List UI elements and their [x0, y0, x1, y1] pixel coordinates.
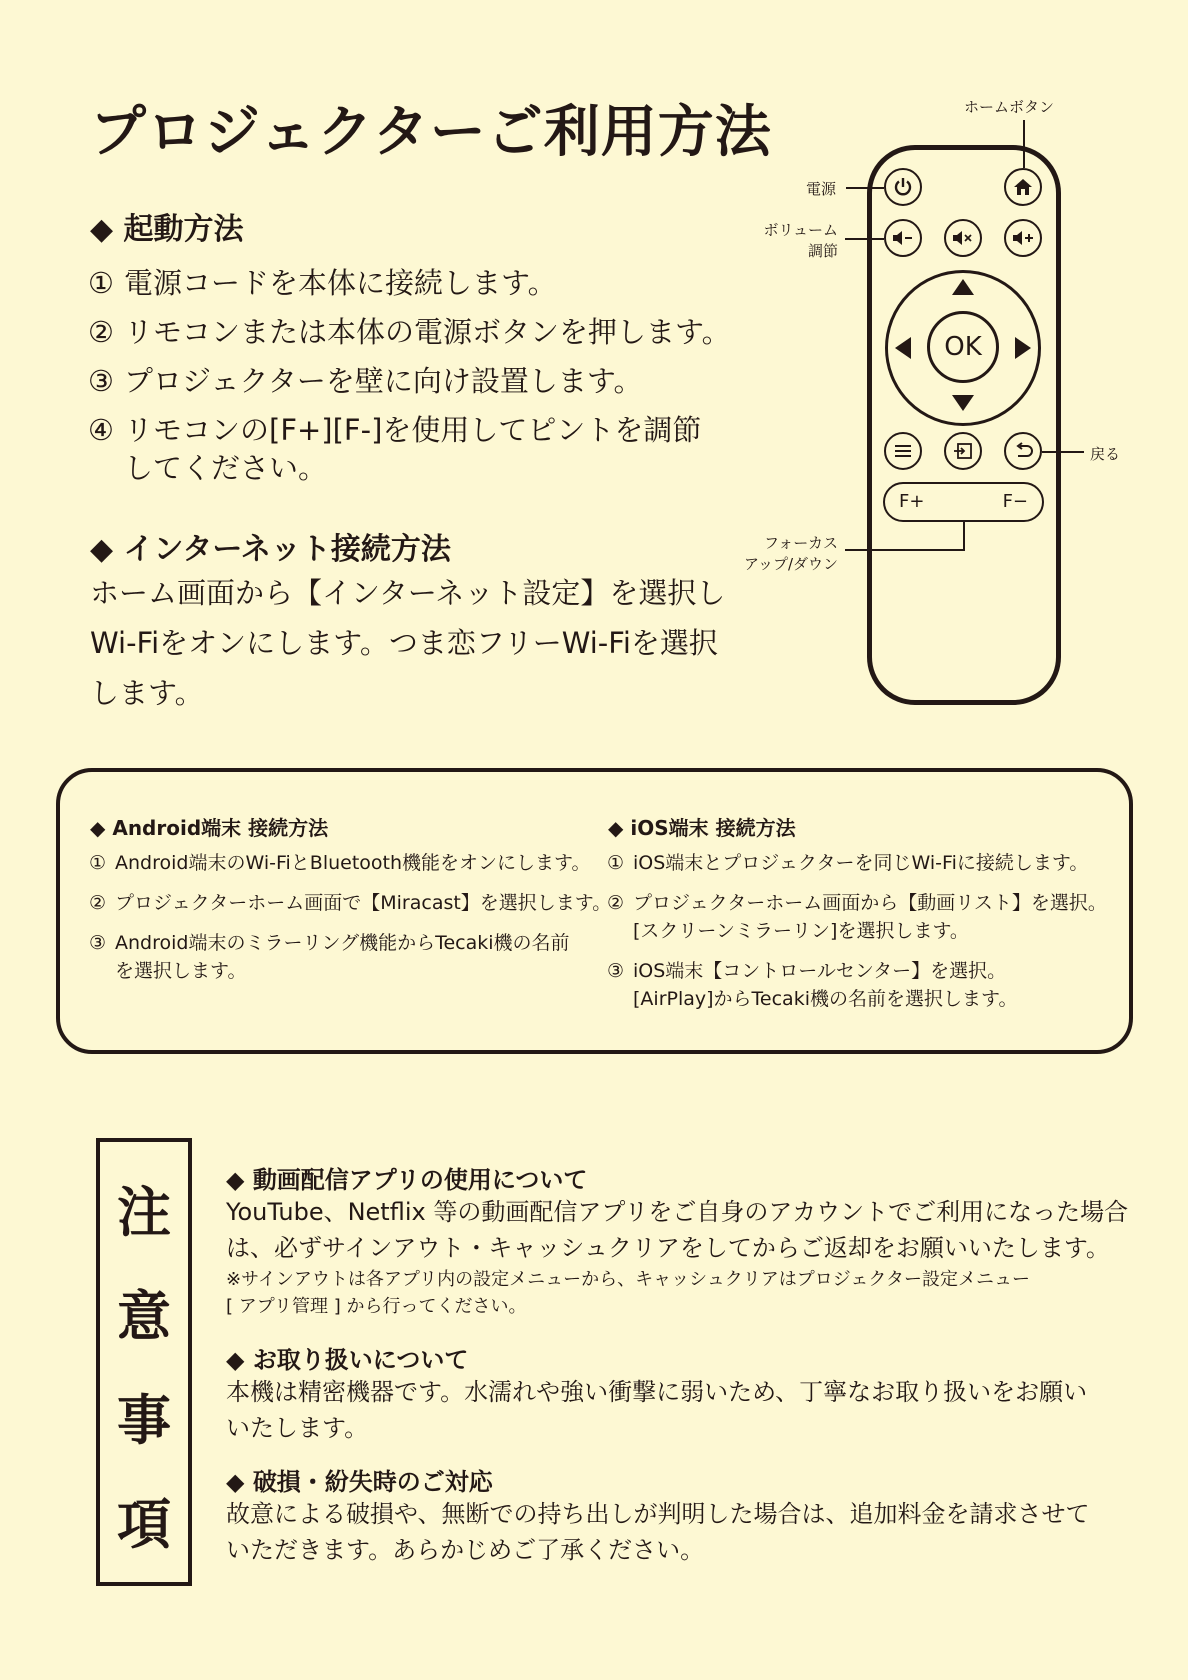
caution-heading-damage: ◆ 破損・紛失時のご対応	[226, 1468, 493, 1496]
step-text: リモコンの[F+][F-]を使用してピントを調節	[124, 413, 702, 447]
ios-step-2	[607, 889, 1107, 945]
volume-label-line: 調節	[807, 242, 838, 260]
caution-note-streaming	[226, 1266, 1030, 1320]
step-text-cont: を選択します。	[115, 960, 247, 982]
volume-label	[758, 219, 838, 261]
step-text-cont: [AirPlay]からTecaki機の名前を選択します。	[633, 988, 1018, 1010]
internet-heading: ◆ インターネット接続方法	[90, 532, 451, 567]
input-button	[944, 432, 982, 470]
focus-callout-line-v	[963, 522, 965, 550]
ios-step-3	[607, 957, 1017, 1013]
power-icon	[892, 176, 914, 198]
step-text: リモコンまたは本体の電源ボタンを押します。	[124, 315, 731, 349]
step-number: ②	[89, 892, 107, 914]
startup-step-1	[88, 264, 557, 302]
caution-char: 意	[117, 1285, 171, 1348]
caution-note-line: ※サインアウトは各アプリ内の設定メニューから、キャッシュクリアはプロジェクター設定メニュー	[226, 1269, 1031, 1290]
power-label: 電源	[806, 180, 837, 198]
step-text: iOS端末とプロジェクターを同じWi-Fiに接続します。	[633, 852, 1089, 874]
step-number: ③	[88, 364, 114, 398]
caution-line: いたします。	[226, 1414, 369, 1442]
home-label: ホームボタン	[964, 98, 1055, 116]
startup-step-4	[88, 411, 701, 487]
caution-heading-streaming: ◆ 動画配信アプリの使用について	[226, 1166, 588, 1194]
focus-label-line: フォーカス	[764, 534, 838, 552]
input-source-icon	[952, 441, 974, 461]
startup-step-3	[88, 362, 643, 400]
menu-icon	[893, 443, 913, 459]
caution-line: YouTube、Netflix 等の動画配信アプリをご自身のアカウントでご利用になった場合	[226, 1198, 1129, 1226]
step-text: プロジェクターホーム画面から【動画リスト】を選択。	[633, 892, 1107, 914]
home-icon	[1012, 176, 1034, 198]
focus-plus-label: F+	[899, 491, 925, 512]
mute-button	[944, 219, 982, 257]
caution-char: 事	[117, 1389, 171, 1452]
caution-heading-handling: ◆ お取り扱いについて	[226, 1346, 469, 1374]
caution-line: 本機は精密機器です。水濡れや強い衝撃に弱いため、丁寧なお取り扱いをお願い	[226, 1378, 1088, 1406]
arrow-up-icon	[952, 279, 974, 295]
step-number: ③	[89, 932, 107, 954]
step-text: Android端末のミラーリング機能からTecaki機の名前	[115, 932, 570, 954]
arrow-left-icon	[895, 337, 911, 359]
volume-label-line: ボリューム	[763, 221, 838, 239]
android-step-3	[89, 929, 570, 985]
caution-label-box	[96, 1138, 192, 1586]
power-button	[884, 168, 922, 206]
step-number: ①	[89, 852, 107, 874]
internet-line: ホーム画面から【インターネット設定】を選択し	[90, 576, 726, 610]
caution-text-streaming	[226, 1194, 1128, 1266]
arrow-right-icon	[1015, 337, 1031, 359]
step-text: プロジェクターを壁に向け設置します。	[124, 364, 643, 398]
android-step-1	[89, 849, 591, 877]
focus-label	[744, 532, 838, 574]
caution-line: は、必ずサインアウト・キャッシュクリアをしてからご返却をお願いいたします。	[226, 1234, 1110, 1262]
caution-note-line: [ アプリ管理 ] から行ってください。	[226, 1296, 527, 1317]
startup-step-2	[88, 313, 731, 351]
internet-text	[90, 568, 725, 718]
focus-rocker	[883, 482, 1044, 522]
step-text-cont: [スクリーンミラーリン]を選択します。	[633, 920, 969, 942]
back-label: 戻る	[1090, 445, 1121, 463]
volume-down-icon	[891, 228, 915, 248]
step-text: 電源コードを本体に接続します。	[124, 266, 557, 300]
caution-line: 故意による破損や、無断での持ち出しが判明した場合は、追加料金を請求させて	[226, 1500, 1090, 1528]
startup-heading: ◆ 起動方法	[90, 212, 244, 247]
caution-char: 項	[117, 1493, 171, 1556]
back-callout-line	[1042, 451, 1084, 453]
mute-icon	[951, 228, 975, 248]
android-heading: ◆ Android端末 接続方法	[90, 816, 329, 840]
menu-button	[884, 432, 922, 470]
power-callout-line	[846, 187, 884, 189]
volume-up-button	[1004, 219, 1042, 257]
volume-up-icon	[1011, 228, 1035, 248]
volume-callout-line	[845, 238, 884, 240]
ok-button: OK	[927, 311, 999, 383]
back-icon	[1012, 441, 1034, 461]
back-button	[1004, 432, 1042, 470]
caution-line: いただきます。あらかじめご了承ください。	[226, 1536, 705, 1564]
arrow-down-icon	[952, 395, 974, 411]
home-callout-line	[1023, 120, 1025, 168]
step-number: ②	[88, 315, 114, 349]
step-text-cont: してください。	[124, 451, 328, 485]
step-text: プロジェクターホーム画面で【Miracast】を選択します。	[115, 892, 612, 914]
caution-char: 注	[117, 1181, 171, 1244]
volume-down-button	[884, 219, 922, 257]
focus-minus-label: F−	[1002, 491, 1028, 512]
caution-text-handling	[226, 1374, 1087, 1446]
internet-line: Wi-Fiをオンにします。つま恋フリーWi-Fiを選択	[90, 626, 718, 660]
focus-label-line: アップ/ダウン	[744, 555, 839, 573]
page-title: プロジェクターご利用方法	[90, 100, 772, 165]
caution-text-damage	[226, 1496, 1090, 1568]
step-number: ④	[88, 413, 114, 447]
step-number: ③	[607, 960, 625, 982]
ios-step-1	[607, 849, 1088, 877]
step-number: ②	[607, 892, 625, 914]
step-number: ①	[88, 266, 114, 300]
focus-callout-line-h	[845, 549, 965, 551]
step-text: Android端末のWi-FiとBluetooth機能をオンにします。	[115, 852, 591, 874]
step-text: iOS端末【コントロールセンター】を選択。	[633, 960, 1007, 982]
android-step-2	[89, 889, 611, 917]
home-button	[1004, 168, 1042, 206]
ios-heading: ◆ iOS端末 接続方法	[608, 816, 796, 840]
internet-line: します。	[90, 676, 204, 710]
step-number: ①	[607, 852, 625, 874]
